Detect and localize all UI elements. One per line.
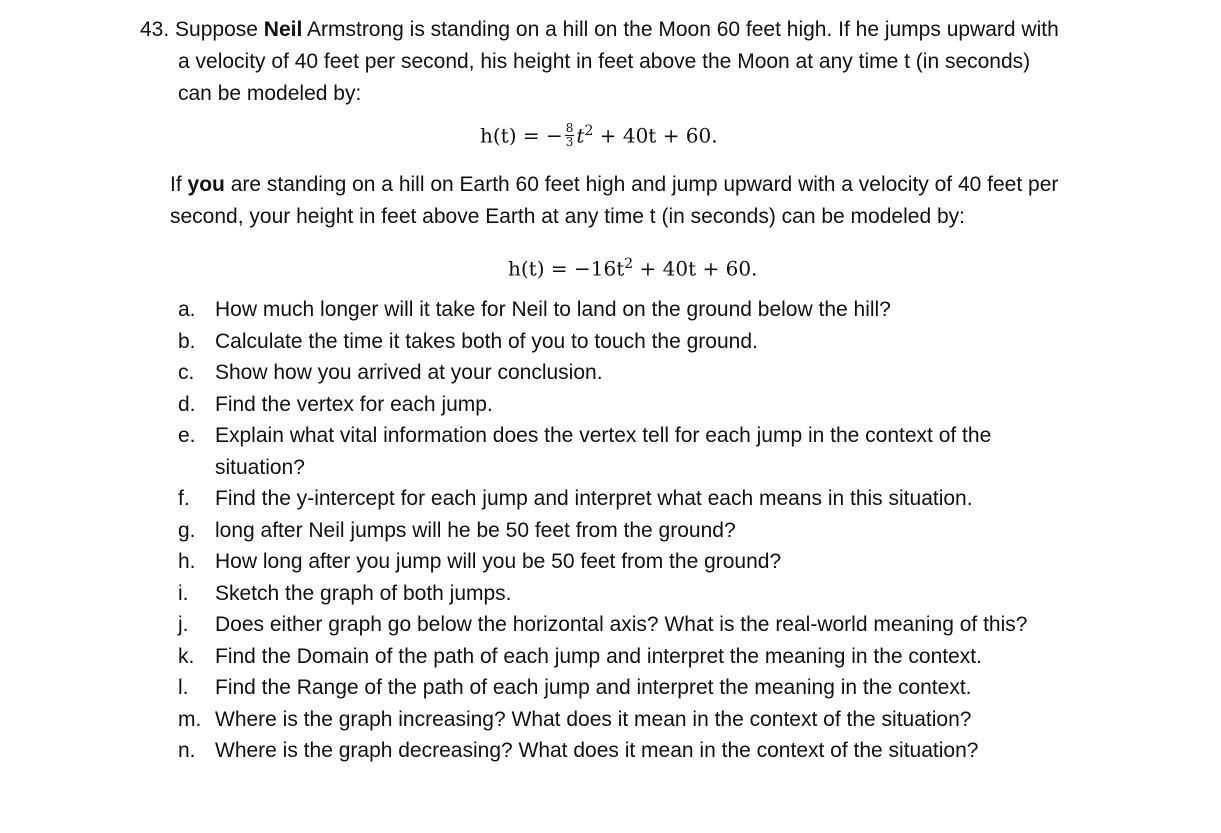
question-text: Calculate the time it takes both of you to touch the ground. bbox=[215, 330, 758, 353]
question-letter: c. bbox=[178, 361, 195, 384]
question-text: Find the vertex for each jump. bbox=[215, 393, 493, 416]
intro-line-1 bbox=[140, 14, 1059, 46]
question-item bbox=[178, 546, 781, 577]
earth-equation bbox=[508, 248, 757, 280]
question-item bbox=[178, 420, 992, 479]
moon-equation bbox=[480, 115, 718, 147]
moon-eq-frac-den: 3 bbox=[565, 134, 574, 149]
earth-line-1 bbox=[170, 169, 1058, 201]
question-letter: d. bbox=[178, 393, 196, 416]
question-item bbox=[178, 389, 493, 420]
question-letter: l. bbox=[178, 676, 189, 699]
question-item bbox=[178, 735, 978, 766]
earth-eq-pre: h(t) = −16t bbox=[508, 256, 625, 281]
moon-eq-lhs: h(t) = − bbox=[480, 123, 563, 148]
question-text: Find the y-intercept for each jump and interpret what each means in this situation. bbox=[215, 487, 973, 510]
earth-bold-word: you bbox=[187, 173, 225, 196]
moon-eq-exp: 2 bbox=[584, 123, 594, 139]
question-text: Find the Range of the path of each jump and interpret the meaning in the context. bbox=[215, 676, 972, 699]
intro-bold-name: Neil bbox=[263, 18, 303, 41]
earth-eq-post: + 40t + 60. bbox=[633, 256, 758, 281]
intro-text-post: Armstrong is standing on a hill on the Moon 60 feet high. If he jumps upward with bbox=[302, 18, 1059, 41]
question-item bbox=[178, 483, 973, 514]
question-letter: m. bbox=[178, 708, 202, 731]
question-item bbox=[178, 672, 972, 703]
question-item bbox=[178, 326, 758, 357]
earth-line-2: second, your height in feet above Earth at any time t (in seconds) can be modeled by: bbox=[170, 205, 965, 228]
question-item bbox=[178, 609, 1027, 640]
question-text: How much longer will it take for Neil to land on the ground below the hill? bbox=[215, 298, 891, 321]
question-text: long after Neil jumps will he be 50 feet from the ground? bbox=[215, 519, 736, 542]
question-item bbox=[178, 704, 971, 735]
question-text: Where is the graph decreasing? What does it mean in the context of the situation? bbox=[215, 739, 979, 762]
question-item bbox=[178, 641, 982, 672]
question-letter: g. bbox=[178, 519, 196, 542]
question-text: Show how you arrived at your conclusion. bbox=[215, 361, 603, 384]
question-letter: i. bbox=[178, 582, 189, 605]
intro-line-2: a velocity of 40 feet per second, his height in feet above the Moon at any time t (in seconds) bbox=[178, 50, 1031, 73]
question-text: Explain what vital information does the vertex tell for each jump in the context of the bbox=[215, 424, 992, 447]
moon-eq-var: t bbox=[576, 123, 585, 148]
question-letter: j. bbox=[178, 613, 189, 636]
question-text: Sketch the graph of both jumps. bbox=[215, 582, 512, 605]
moon-eq-frac-num: 8 bbox=[565, 120, 574, 135]
question-letter: e. bbox=[178, 424, 196, 447]
question-item bbox=[178, 294, 891, 325]
earth-text-post: are standing on a hill on Earth 60 feet high and jump upward with a velocity of 40 feet per bbox=[224, 173, 1059, 196]
question-letter: f. bbox=[178, 487, 190, 510]
question-text: How long after you jump will you be 50 feet from the ground? bbox=[215, 550, 782, 573]
question-text: Does either graph go below the horizontal axis? What is the real-world meaning of this? bbox=[215, 613, 1028, 636]
intro-text-pre: Suppose bbox=[175, 18, 264, 41]
question-text: Find the Domain of the path of each jump and interpret the meaning in the context. bbox=[215, 645, 982, 668]
question-item bbox=[178, 515, 736, 546]
question-text: Where is the graph increasing? What does it mean in the context of the situation? bbox=[215, 708, 972, 731]
question-letter: k. bbox=[178, 645, 195, 668]
moon-eq-rest: + 40t + 60. bbox=[593, 123, 718, 148]
question-letter: h. bbox=[178, 550, 196, 573]
question-item bbox=[178, 357, 603, 388]
moon-eq-fraction bbox=[565, 122, 575, 149]
question-letter: b. bbox=[178, 330, 196, 353]
question-text-continued: situation? bbox=[215, 456, 305, 479]
earth-eq-exp: 2 bbox=[624, 256, 634, 272]
earth-text-pre: If bbox=[170, 173, 188, 196]
question-letter: a. bbox=[178, 298, 196, 321]
question-letter: n. bbox=[178, 739, 196, 762]
intro-line-3: can be modeled by: bbox=[178, 82, 362, 105]
problem-number: 43. bbox=[140, 18, 170, 41]
question-item bbox=[178, 578, 512, 609]
